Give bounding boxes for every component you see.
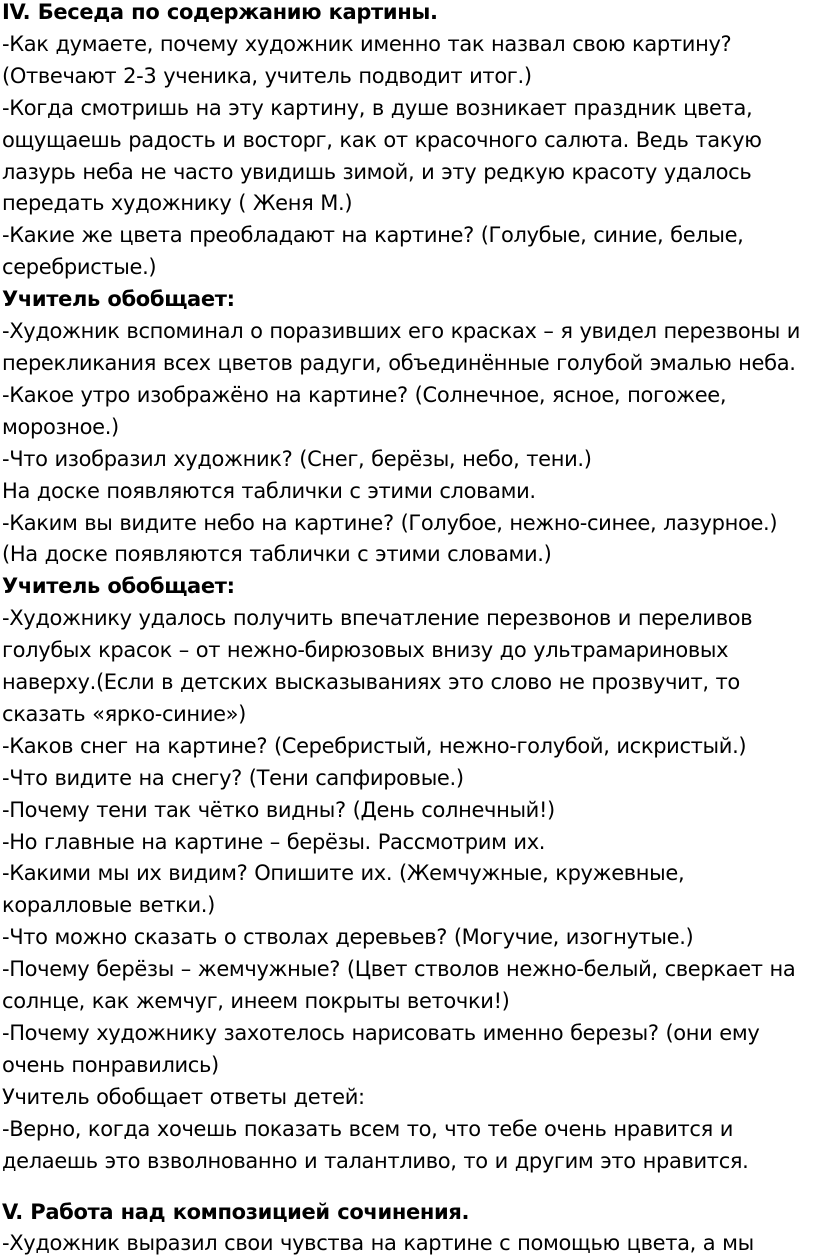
paragraph: -Какими мы их видим? Опишите их. (Жемчужные, кружевные, коралловые ветки.) xyxy=(2,861,685,918)
paragraph: -Когда смотришь на эту картину, в душе возникает праздник цвета, ощущаешь радость и восторг, как от красочного салюта. Ведь такую лазурь неба не часто увидишь зимой, и эту редкую красоту удалось передать художнику ( Женя М.) xyxy=(2,95,762,216)
paragraph: -Почему тени так чётко видны? (День солнечный!) xyxy=(2,797,555,822)
paragraph: -Какое утро изображёно на картине? (Солнечное, ясное, погожее, морозное.) xyxy=(2,382,727,439)
teacher-summary-heading: Учитель обобщает: xyxy=(2,574,235,599)
paragraph: -Художник выразил свои чувства на картине с помощью цвета, а мы xyxy=(2,1231,754,1256)
section-iv-heading: IV. Беседа по содержанию картины. xyxy=(2,0,438,24)
paragraph: -Что видите на снегу? (Тени сапфировые.) xyxy=(2,765,464,790)
section-v-heading: V. Работа над композицией сочинения. xyxy=(2,1199,470,1224)
paragraph: -Как думаете, почему художник именно так назвал свою картину?(Отвечают 2-3 ученика, учитель подводит итог.) xyxy=(2,31,732,88)
paragraph: На доске появляются таблички с этими словами. xyxy=(2,478,536,503)
paragraph: -Что можно сказать о стволах деревьев? (Могучие, изогнутые.) xyxy=(2,925,694,950)
paragraph: -Почему берёзы – жемчужные? (Цвет стволов нежно-белый, сверкает на солнце, как жемчуг, инеем покрыты веточки!) xyxy=(2,957,796,1014)
teacher-summary-heading: Учитель обобщает: xyxy=(2,287,235,312)
paragraph: -Художник вспоминал о поразивших его красках – я увидел перезвоны и перекликания всех цветов радуги, объединённые голубой эмалью неба. xyxy=(2,319,801,375)
paragraph: -Верно, когда хочешь показать всем то, что тебе очень нравится и делаешь это взволнованно и талантливо, то и другим это нравится. xyxy=(2,1116,749,1173)
paragraph: -Каким вы видите небо на картине? (Голубое, нежно-синее, лазурное.) (На доске появляются таблички с этими словами.) xyxy=(2,510,778,567)
paragraph: -Каков снег на картине? (Серебристый, нежно-голубой, искристый.) xyxy=(2,733,747,758)
paragraph: -Художнику удалось получить впечатление перезвонов и переливов голубых красок – от нежно-бирюзовых внизу до ультрамариновых наверху.(Если в детских высказываниях это слово не прозвучит, то сказать «ярко-синие») xyxy=(2,606,753,726)
paragraph: Учитель обобщает ответы детей: xyxy=(2,1084,365,1109)
paragraph: -Какие же цвета преобладают на картине? (Голубые, синие, белые, серебристые.) xyxy=(2,223,744,280)
paragraph: -Почему художнику захотелось нарисовать именно березы? (они ему очень понравились) xyxy=(2,1021,760,1077)
paragraph: -Что изобразил художник? (Снег, берёзы, небо, тени.) xyxy=(2,446,592,471)
paragraph: -Но главные на картине – берёзы. Рассмотрим их. xyxy=(2,829,546,854)
